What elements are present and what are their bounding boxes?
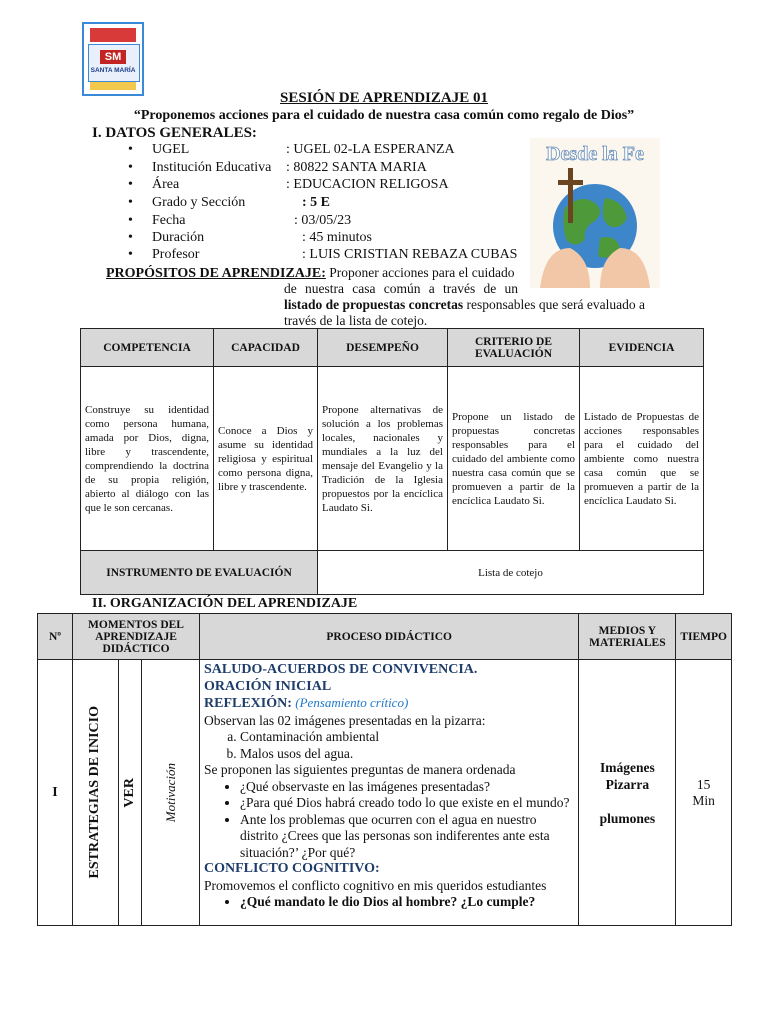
moment-label: ESTRATEGIAS DE INICIO bbox=[87, 706, 103, 879]
header-capacidad: CAPACIDAD bbox=[214, 329, 318, 367]
session-title: SESIÓN DE APRENDIZAJE 01 bbox=[280, 90, 488, 106]
header-desempeno: DESEMPEÑO bbox=[318, 329, 448, 367]
school-logo bbox=[82, 22, 144, 96]
row-number: I bbox=[38, 660, 73, 926]
purpose-line-2: de nuestra casa común a través de un bbox=[284, 281, 518, 296]
header-process: PROCESO DIDÁCTICO bbox=[200, 614, 579, 660]
section2-heading: II. ORGANIZACIÓN DEL APRENDIZAJE bbox=[92, 596, 358, 611]
verb-label: VER bbox=[121, 777, 137, 808]
cell-competencia: Construye su identidad como persona humana, amada por Dios, digna, libre y trascendente, comprendiendo la doctrina de su propia religión, abierto al diálogo con las que le son cercanas. bbox=[81, 367, 214, 551]
materials-cell bbox=[579, 660, 676, 926]
desde-la-fe-image bbox=[530, 138, 660, 288]
conflict-question: • ¿Qué mandato le dio Dios al hombre? ¿Lo cumple? bbox=[240, 894, 574, 911]
learning-organization-table bbox=[37, 613, 732, 926]
cell-desempeno: Propone alternativas de solución a los problemas locales, nacionales y mundiales a la luz del mensaje del Evangelio y la Tradición de la Iglesia propuestos por la encíclica Laudato Si. bbox=[318, 367, 448, 551]
logo-initials: SM bbox=[100, 50, 126, 64]
cell-criterio: Propone un listado de propuestas concretas responsables para el cuidado del ambiente como nuestra casa común que se promueven a partir de la encíclica Laudato Si. bbox=[448, 367, 580, 551]
prayer: ORACIÓN INICIAL bbox=[204, 678, 332, 694]
question-item: • Ante los problemas que ocurren con el agua en nuestro distrito ¿Crees que las personas son indiferentes ante esta situación?’ ¿Por qué? bbox=[240, 812, 574, 862]
cell-capacidad: Conoce a Dios y asume su identidad religiosa y espiritual como persona digna, libre y trascendente. bbox=[214, 367, 318, 551]
header-competencia: COMPETENCIA bbox=[81, 329, 214, 367]
material-item: plumones bbox=[599, 810, 656, 826]
logo-name: SANTA MARÍA bbox=[90, 67, 136, 74]
image-title: Desde la Fe bbox=[546, 143, 644, 165]
reflection: REFLEXIÓN: bbox=[204, 696, 292, 711]
conflict-text: Promovemos el conflicto cognitivo en mis queridos estudiantes bbox=[204, 877, 547, 893]
header-criterio: CRITERIO DE EVALUACIÓN bbox=[448, 329, 580, 367]
conflict-heading: CONFLICTO COGNITIVO: bbox=[204, 861, 380, 876]
time-cell: 15 Min bbox=[676, 660, 732, 926]
header-moments: MOMENTOS DEL APRENDIZAJE DIDÁCTICO bbox=[73, 614, 200, 660]
header-materials: MEDIOS Y MATERIALES bbox=[579, 614, 676, 660]
image-item: b. Malos usos del agua. bbox=[240, 746, 574, 763]
purpose-line-4: través de la lista de cotejo. bbox=[284, 313, 428, 328]
process-cell bbox=[200, 660, 579, 926]
general-heading: I. DATOS GENERALES: bbox=[92, 125, 257, 141]
material-item: Imágenes bbox=[599, 759, 655, 775]
header-number: Nº bbox=[38, 614, 73, 660]
purpose-label: PROPÓSITOS DE APRENDIZAJE: bbox=[106, 266, 326, 281]
purpose-line-1: PROPÓSITOS DE APRENDIZAJE: Proponer acciones para el cuidado bbox=[106, 265, 515, 281]
header-evidencia: EVIDENCIA bbox=[580, 329, 704, 367]
header-time: TIEMPO bbox=[676, 614, 732, 660]
session-subtitle: “Proponemos acciones para el cuidado de nuestra casa común como regalo de Dios” bbox=[133, 108, 635, 123]
instrument-value: Lista de cotejo bbox=[318, 551, 704, 595]
question-item: • ¿Qué observaste en las imágenes presentadas? bbox=[240, 779, 574, 796]
image-item: a. Contaminación ambiental bbox=[240, 729, 574, 746]
instrument-label: INSTRUMENTO DE EVALUACIÓN bbox=[81, 551, 318, 595]
stage-label: Motivación bbox=[162, 762, 178, 823]
greeting: SALUDO-ACUERDOS DE CONVIVENCIA. bbox=[204, 662, 478, 677]
questions-intro: Se proponen las siguientes preguntas de manera ordenada bbox=[204, 762, 516, 777]
reflection-note: (Pensamiento crítico) bbox=[295, 695, 409, 710]
material-item: Pizarra bbox=[605, 776, 650, 792]
observe-text: Observan las 02 imágenes presentadas en la pizarra: bbox=[204, 712, 486, 728]
competency-table bbox=[80, 328, 704, 595]
question-item: • ¿Para qué Dios habrá creado todo lo que existe en el mundo? bbox=[240, 795, 574, 812]
cell-evidencia: Listado de Propuestas de acciones responsables para el cuidado del ambiente como nuestra casa común que se promueven a partir de la encíclica Laudato Si. bbox=[580, 367, 704, 551]
purpose-line-3: listado de propuestas concretas responsables que será evaluado a bbox=[284, 297, 645, 312]
